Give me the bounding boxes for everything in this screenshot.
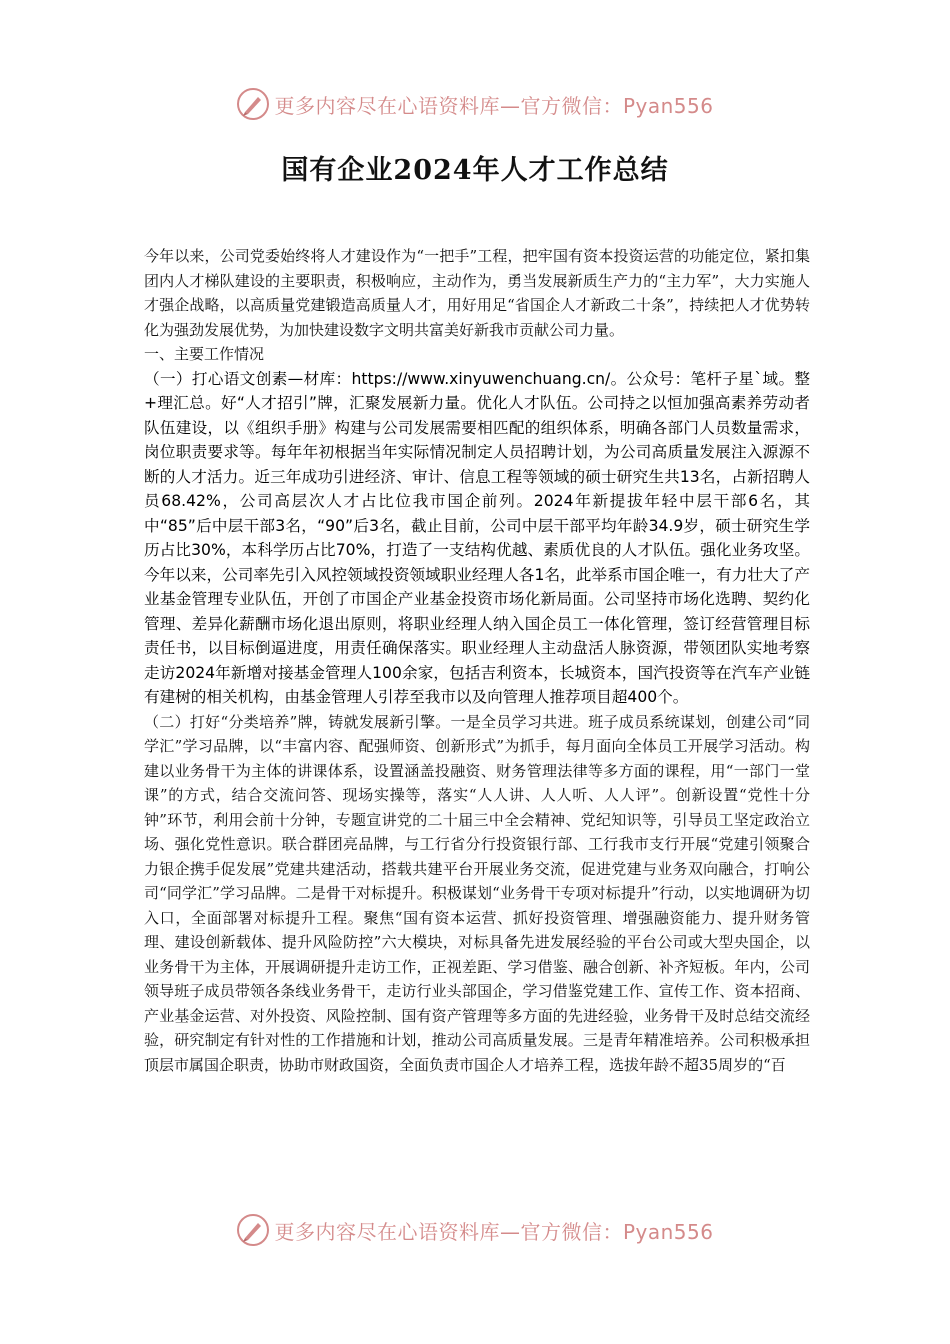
intro-paragraph: 今年以来，公司党委始终将人才建设作为“一把手”工程，把牢国有资本投资运营的功能定位，紧扣集团内人才梯队建设的主要职责，积极响应，主动作为，勇当发展新质生产力的“主力军”，大力实施人才强企战略，以高质量党建锻造高质量人才，用好用足“省国企人才新政二十条”，持续把人才优势转化为强劲发展优势，为加快建设数字文明共富美好新我市贡献公司力量。 [144,247,810,339]
watermark-banner-bottom [0,1210,950,1250]
paragraph-talent-recruitment: （一）打心语文创素—材库：https://www.xinyuwenchuang.cn/。公众号：笔杆子星`域。整+理汇总。好“人才招引”牌，汇聚发展新力量。优化人才队伍。公司持之以恒加强高素养劳动者队伍建设，以《组织手册》构建与公司发展需要相匹配的组织体系，明确各部门人员数量需求，岗位职责要求等。每年年初根据当年实际情况制定人员招聘计划，为公司高质量发展注入源源不断的人才活力。近三年成功引进经济、审计、信息工程等领域的硕士研究生共13名，占新招聘人员68.42%，公司高层次人才占比位我市国企前列。2024年新提拔年轻中层干部6名，其中“85”后中层干部3名，“90”后3名，截止目前，公司中层干部平均年龄34.9岁，硕士研究生学历占比30%，本科学历占比70%，打造了一支结构优越、素质优良的人才队伍。强化业务攻坚。今年以来，公司率先引入风控领域投资领域职业经理人各1名，此举系市国企唯一，有力壮大了产业基金管理专业队伍，开创了市国企产业基金投资市场化新局面。公司坚持市场化选聘、契约化管理、差异化薪酬市场化退出原则，将职业经理人纳入国企员工一体化管理，签订经营管理目标责任书，以目标倒逼进度，用责任确保落实。职业经理人主动盘活人脉资源，带领团队实地考察走访2024年新增对接基金管理人100余家，包括吉利资本，长城资本，国汽投资等在汽车产业链有建树的相关机构，由基金管理人引荐至我市以及向管理人推荐项目超400个。 [144,369,810,706]
document-title: 国有企业2024年人才工作总结 [281,155,669,186]
watermark-text: 更多内容尽在心语资料库—官方微信：Pyan556 [274,1219,714,1244]
section-heading-main-work: 一、主要工作情况 [144,345,265,363]
document-body [144,244,810,1077]
watermark-text: 更多内容尽在心语资料库—官方微信：Pyan556 [274,93,714,118]
watermark-banner-top [0,84,950,124]
pen-logo-icon [236,1213,270,1247]
pen-logo-icon [236,87,270,121]
paragraph-talent-training: （二）打好“分类培养”牌，铸就发展新引擎。一是全员学习共进。班子成员系统谋划，创建公司“同学汇”学习品牌，以“丰富内容、配强师资、创新形式”为抓手，每月面向全体员工开展学习活动。构建以业务骨干为主体的讲课体系，设置涵盖投融资、财务管理法律等多方面的课程，用“一部门一堂课”的方式，结合交流问答、现场实操等，落实“人人讲、人人听、人人评”。创新设置“党性十分钟”环节，利用会前十分钟，专题宣讲党的二十届三中全会精神、党纪知识等，引导员工坚定政治立场、强化党性意识。联合群团亮品牌，与工行省分行投资银行部、工行我市支行开展“党建引领聚合力银企携手促发展”党建共建活动，搭载共建平台开展业务交流，促进党建与业务双向融合，打响公司“同学汇”学习品牌。二是骨干对标提升。积极谋划“业务骨干专项对标提升”行动，以实地调研为切入口，全面部署对标提升工程。聚焦“国有资本运营、抓好投资管理、增强融资能力、提升财务管理、建设创新载体、提升风险防控”六大模块，对标具备先进发展经验的平台公司或大型央国企，以业务骨干为主体，开展调研提升走访工作，正视差距、学习借鉴、融合创新、补齐短板。年内，公司领导班子成员带领各条线业务骨干，走访行业头部国企，学习借鉴党建工作、宣传工作、资本招商、产业基金运营、对外投资、风险控制、国有资产管理等多方面的先进经验，业务骨干及时总结交流经验，研究制定有针对性的工作措施和计划，推动公司高质量发展。三是青年精准培养。公司积极承担顶层市属国企职责，协助市财政国资，全面负责市国企人才培养工程，选拔年龄不超35周岁的“百 [144,712,810,1074]
